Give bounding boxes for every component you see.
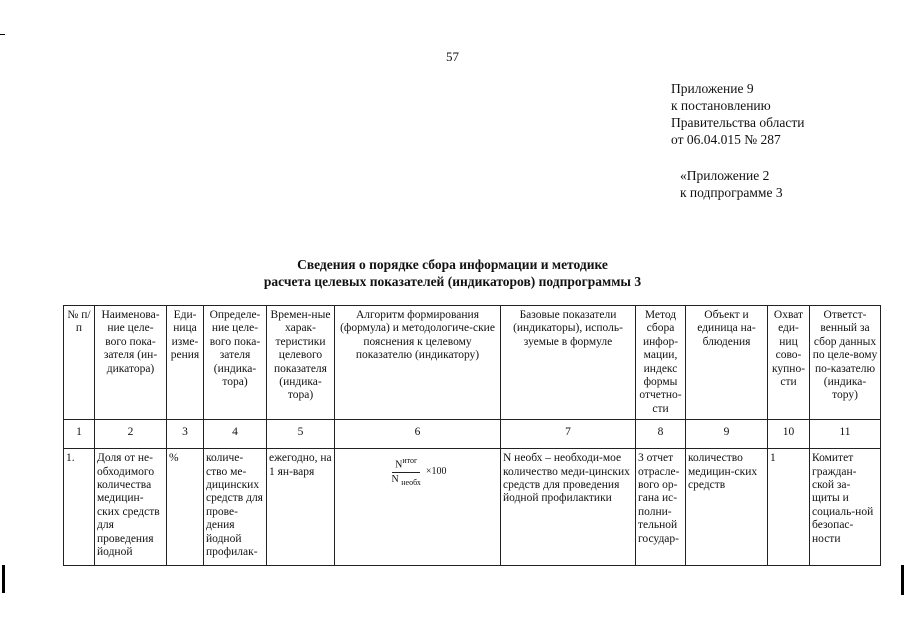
page-number: 57 — [446, 49, 459, 64]
column-number-row — [64, 420, 881, 449]
method-cell: 3 отчет отрасле-вого ор-гана ис-полни-тельной государ- — [636, 449, 686, 566]
appendix-line: Правительства области — [671, 115, 805, 130]
unit-cell: % — [167, 449, 204, 566]
document-title — [0, 256, 905, 290]
header-cell: Времен-ные харак-теристики целевого показателя (индика-тора) — [267, 306, 335, 420]
timing-cell: ежегодно, на 1 ян-варя — [267, 449, 335, 566]
formula-fraction — [389, 454, 424, 489]
column-number: 11 — [810, 420, 881, 449]
appendix-line: к постановлению — [671, 98, 771, 113]
header-cell: Охват еди-ниц сово-купно-сти — [768, 306, 810, 420]
header-cell: Еди-ница изме-рения — [167, 306, 204, 420]
appendix-line: Приложение 9 — [671, 81, 754, 96]
header-cell: Ответст-венный за сбор данных по целе-вому по-казателю (индика-тору) — [810, 306, 881, 420]
column-number: 6 — [335, 420, 501, 449]
formula-cell — [335, 449, 501, 566]
indicator-name: Доля от не-обходимого количества медицин-ских средств для проведения йодной — [95, 449, 167, 566]
numerator-superscript: итог — [402, 456, 418, 466]
formula-multiplier: ×100 — [425, 466, 447, 478]
header-cell: Определе-ние целе-вого пока-зателя (индика-тора) — [204, 306, 267, 420]
header-cell: Метод сбора инфор-мации, индекс формы отчетно-сти — [636, 306, 686, 420]
header-row — [64, 306, 881, 420]
column-number: 5 — [267, 420, 335, 449]
responsible-cell: Комитет граждан-ской за-щиты и социаль-ной безопас-ности — [810, 449, 881, 566]
table-row — [64, 449, 881, 566]
scan-edge-mark — [2, 565, 5, 593]
column-number: 7 — [501, 420, 636, 449]
formula-denominator — [389, 473, 424, 489]
column-number: 1 — [64, 420, 95, 449]
title-line: Сведения о порядке сбора информации и методике — [297, 257, 608, 272]
numerator-symbol: N — [395, 459, 403, 471]
appendix-line: к подпрограмме 3 — [680, 185, 783, 200]
scan-edge-mark — [0, 34, 5, 35]
column-number: 9 — [686, 420, 768, 449]
header-cell: Объект и единица на-блюдения — [686, 306, 768, 420]
column-number: 4 — [204, 420, 267, 449]
appendix-reference — [671, 80, 804, 148]
scan-edge-mark — [901, 565, 904, 595]
formula-numerator — [392, 454, 420, 473]
indicators-table — [63, 305, 881, 566]
denominator-subscript: необх — [401, 477, 421, 487]
subprogram-appendix-reference — [680, 167, 783, 201]
column-number: 10 — [768, 420, 810, 449]
denominator-symbol: N — [391, 473, 399, 485]
appendix-line: «Приложение 2 — [680, 168, 770, 183]
column-number: 3 — [167, 420, 204, 449]
base-indicators-cell: N необх – необходи-мое количество меди-цинских средств для проведения йодной профилактики — [501, 449, 636, 566]
appendix-line: от 06.04.015 № 287 — [671, 132, 781, 147]
column-number: 2 — [95, 420, 167, 449]
title-line: расчета целевых показателей (индикаторов) подпрограммы 3 — [263, 274, 642, 289]
row-number: 1. — [64, 449, 95, 566]
coverage-cell: 1 — [768, 449, 810, 566]
object-cell: количество медицин-ских средств — [686, 449, 768, 566]
header-cell: Базовые показатели (индикаторы), исполь-зуемые в формуле — [501, 306, 636, 420]
definition-cell: количе-ство ме-дицинских средств для прове-дения йодной профилак- — [204, 449, 267, 566]
column-number: 8 — [636, 420, 686, 449]
header-cell: № п/п — [64, 306, 95, 420]
header-cell: Алгоритм формирования (формула) и методологиче-ские пояснения к целевому показателю (индикатору) — [335, 306, 501, 420]
header-cell: Наименова-ние целе-вого пока-зателя (ин-дикатора) — [95, 306, 167, 420]
formula — [389, 454, 447, 489]
